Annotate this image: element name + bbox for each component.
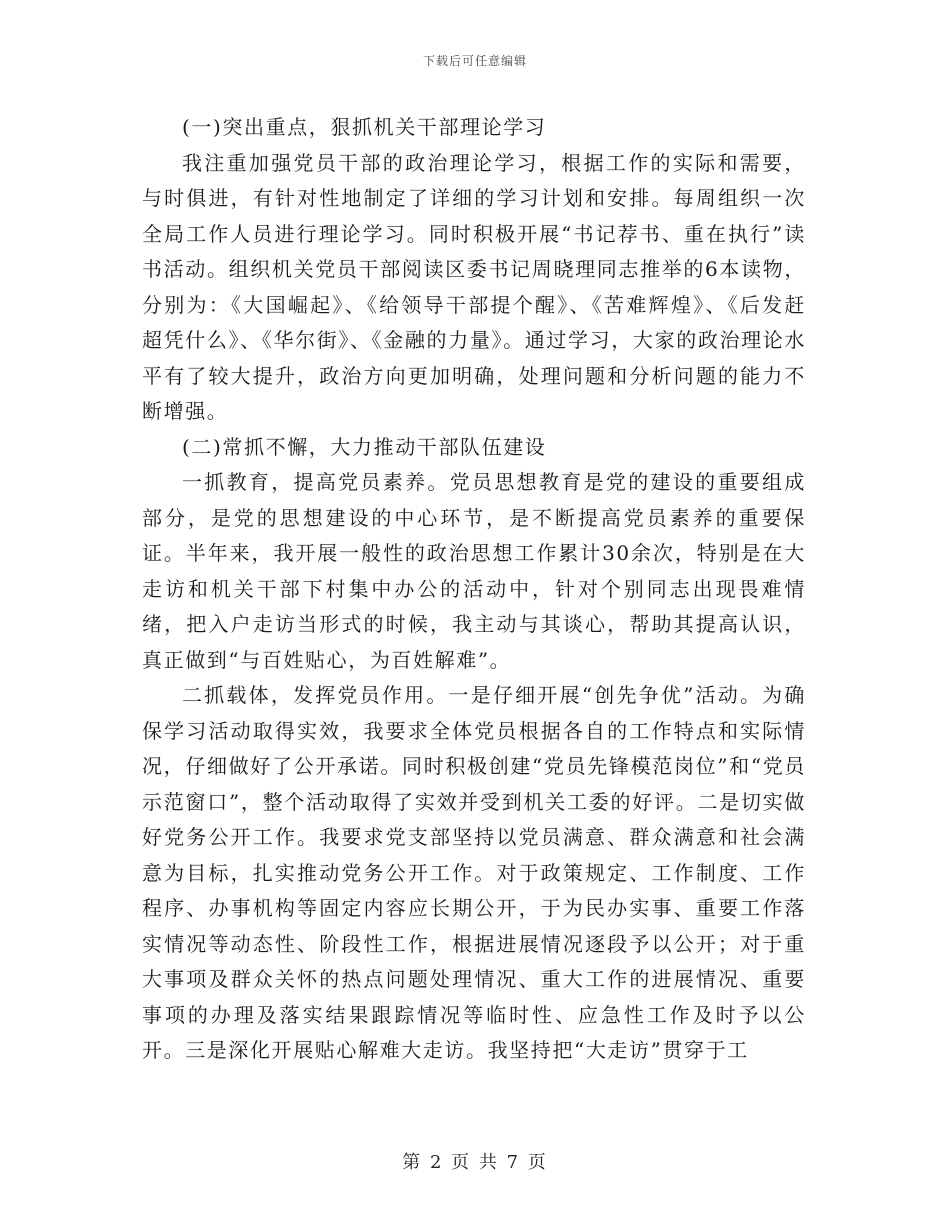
section-heading: (二)常抓不懈，大力推动干部队伍建设 bbox=[182, 434, 547, 459]
paragraph: 二抓载体，发挥党员作用。一是仔细开展“创先争优”活动。为确保学习活动取得实效，我要求全体党员根据各自的工作特点和实际情况，仔细做好了公开承诺。同时积极创建“党员先锋模范岗位”和“党员示范窗口”，整个活动取得了实效并受到机关工委的好评。二是切实做好党务公开工作。我要求党支部坚持以党员满意、群众满意和社会满意为目标，扎实推动党务公开工作。对于政策规定、工作制度、工作程序、办事机构等固定内容应长期公开，于为民办实事、重要工作落实情况等动态性、阶段性工作，根据进展情况逐段予以公开；对于重大事项及群众关怀的热点问题处理情况、重大工作的进展情况、重要事项的办理及落实结果跟踪情况等临时性、应急性工作及时予以公开。三是深化开展贴心解难大走访。我坚持把“大走访”贯穿于工 bbox=[142, 683, 806, 1062]
paragraph: 一抓教育，提高党员素养。党员思想教育是党的建设的重要组成部分，是党的思想建设的中心环节，是不断提高党员素养的重要保证。半年来，我开展一般性的政治思想工作累计30余次，特别是在大走访和机关干部下村集中办公的活动中，针对个别同志出现畏难情绪，把入户走访当形式的时候，我主动与其谈心，帮助其提高认识，真正做到“与百姓贴心，为百姓解难”。 bbox=[142, 470, 806, 672]
page-number: 第 2 页 共 7 页 bbox=[402, 1152, 548, 1173]
paragraph: 我注重加强党员干部的政治理论学习，根据工作的实际和需要，与时俱进，有针对性地制定了详细的学习计划和安排。每周组织一次全局工作人员进行理论学习。同时积极开展“书记荐书、重在执行”读书活动。组织机关党员干部阅读区委书记周晓理同志推举的6本读物，分别为：《大国崛起》、《给领导干部提个醒》、《苦难辉煌》、《后发赶超凭什么》、《华尔街》、《金融的力量》。通过学习，大家的政治理论水平有了较大提升，政治方向更加明确，处理问题和分析问题的能力不断增强。 bbox=[142, 150, 806, 423]
header-note: 下载后可任意编辑 bbox=[422, 54, 527, 68]
document-body bbox=[142, 110, 806, 1069]
section-heading: (一)突出重点，狠抓机关干部理论学习 bbox=[182, 115, 547, 139]
